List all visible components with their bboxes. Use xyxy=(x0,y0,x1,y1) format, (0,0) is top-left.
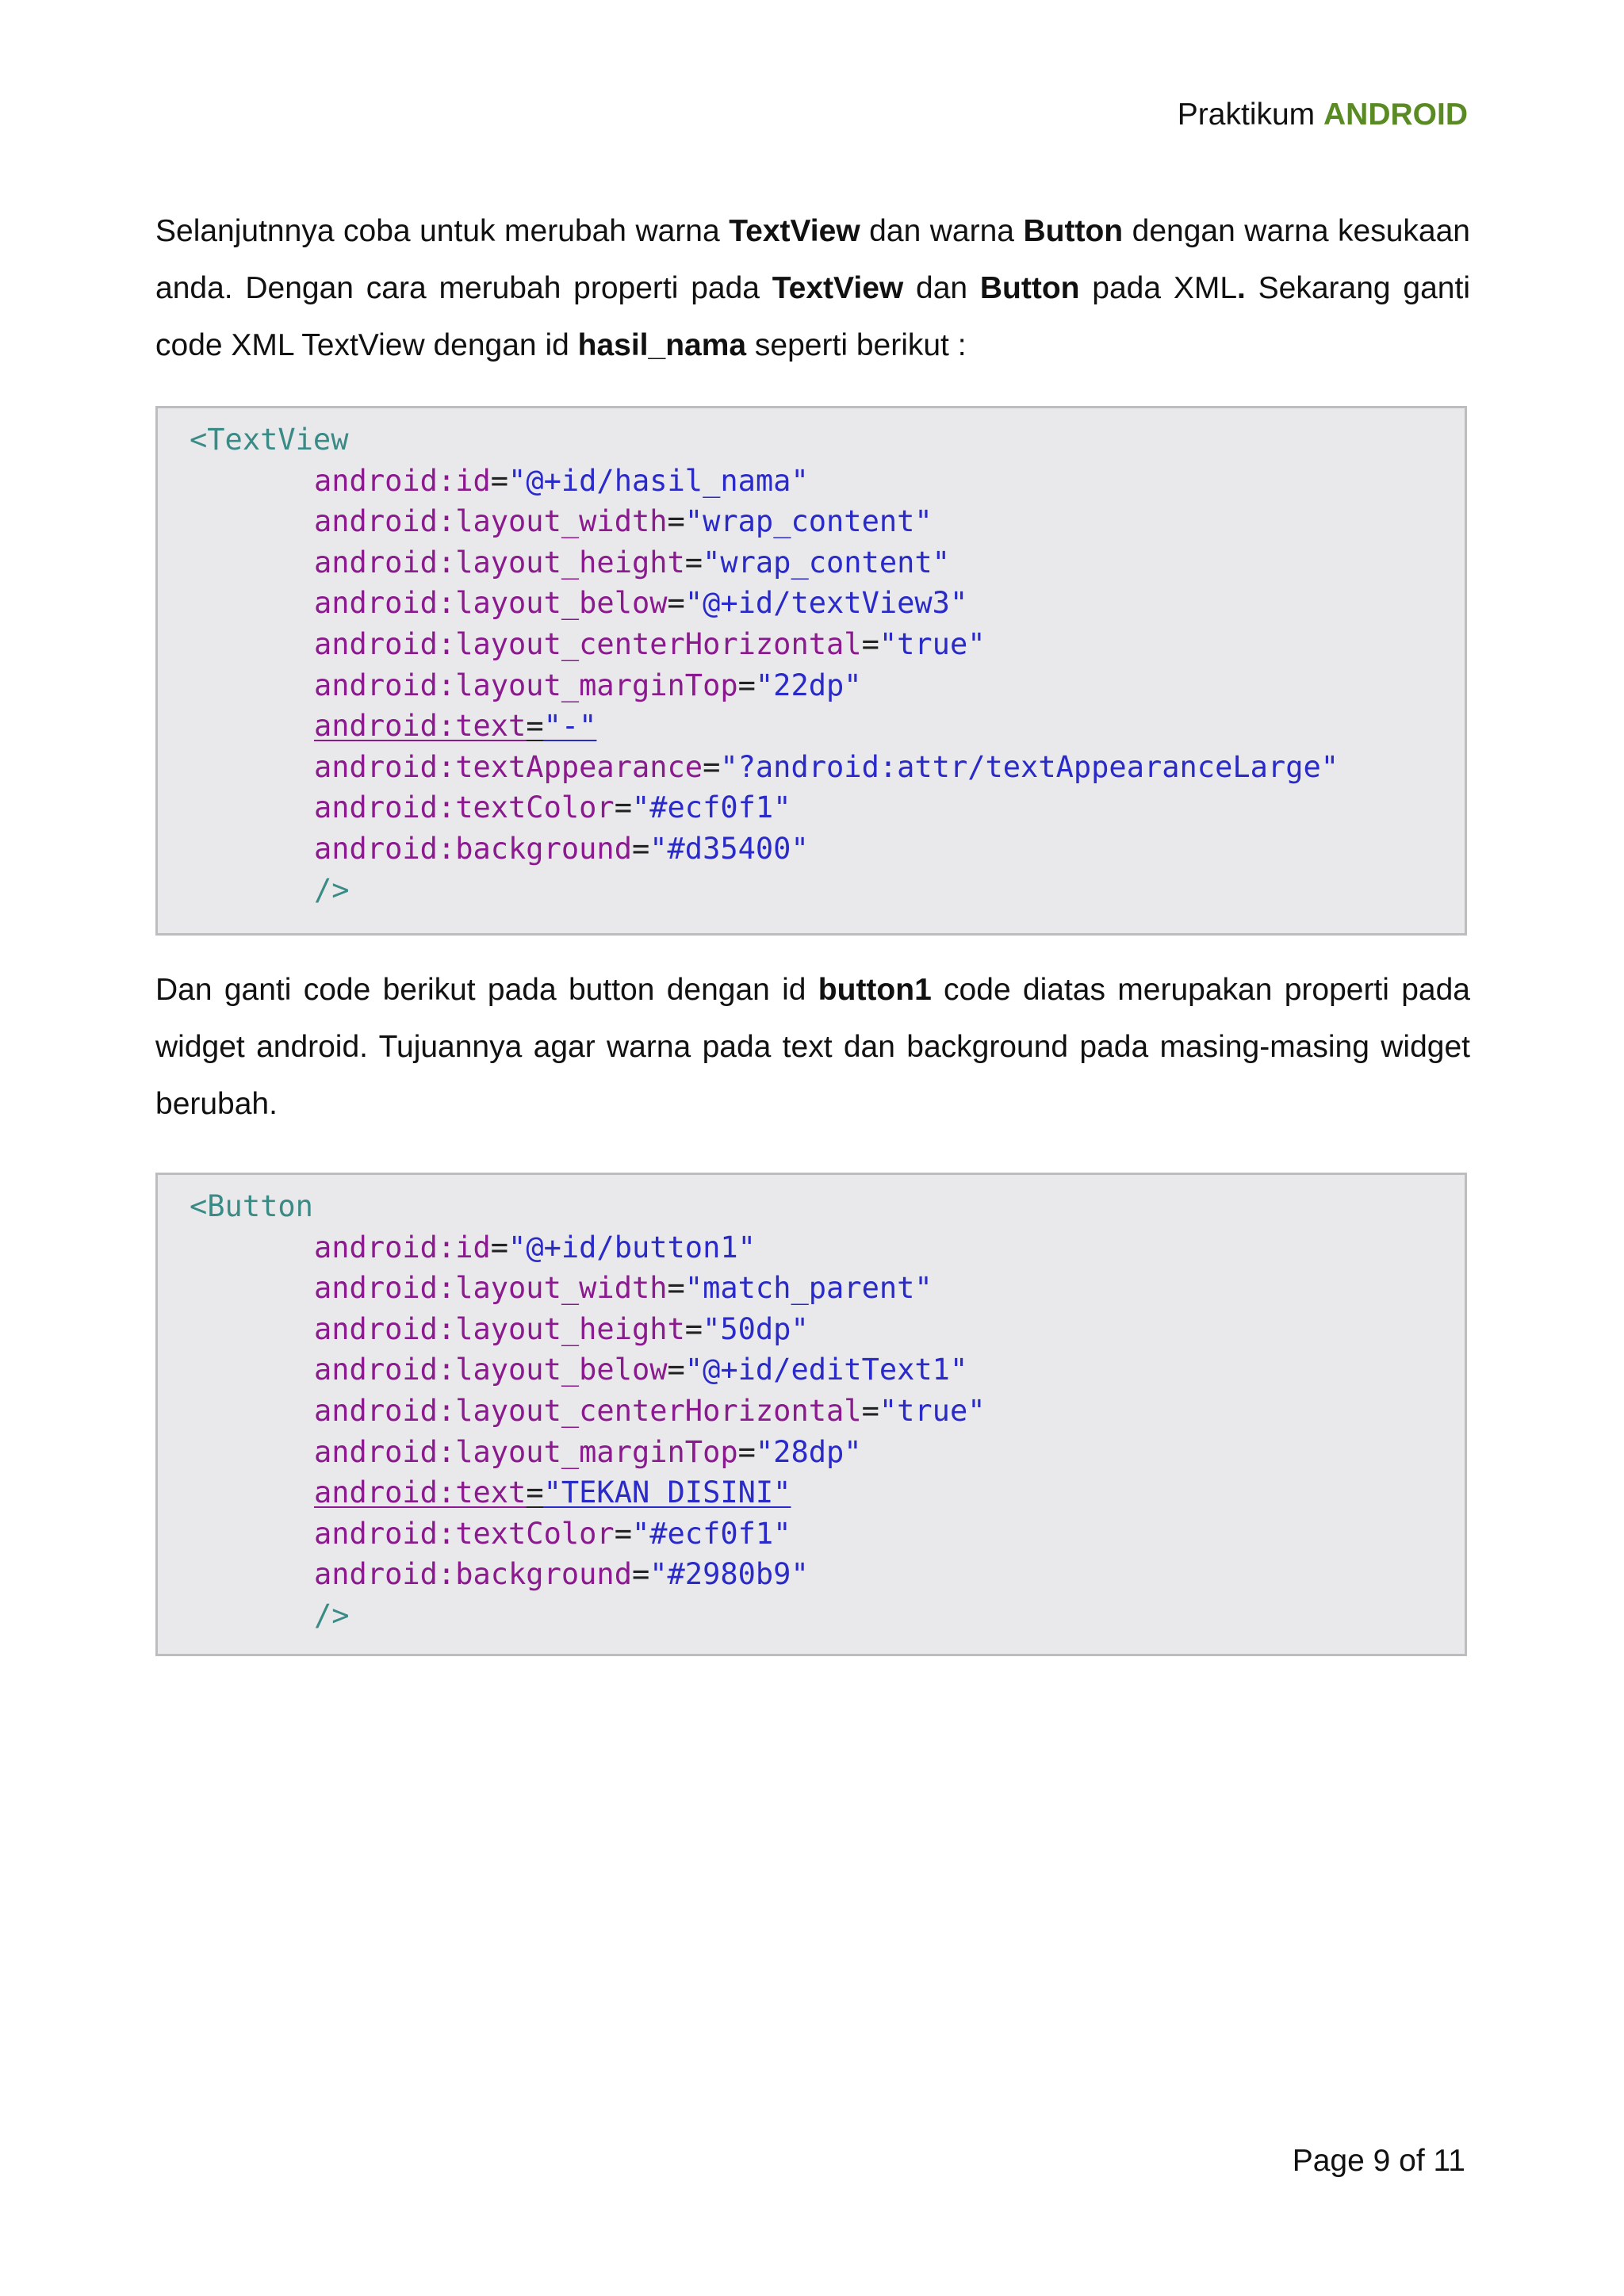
code-attr: android:text xyxy=(314,709,527,744)
bold-term: Button xyxy=(1023,214,1124,248)
code-line: android:layout_height="wrap_content" xyxy=(314,545,950,580)
code-line: android:textColor="#ecf0f1" xyxy=(314,790,791,825)
bold-term: TextView xyxy=(729,214,860,248)
text-run: Dan ganti code berikut pada button dengan id xyxy=(155,973,818,1007)
code-value: "?android:attr/textAppearanceLarge" xyxy=(720,749,1339,784)
code-value: "22dp" xyxy=(755,668,862,702)
code-line: android:text="-" xyxy=(314,709,597,744)
code-close-tag: /> xyxy=(314,1598,350,1632)
code-line: android:background="#d35400" xyxy=(314,831,809,866)
code-line: android:background="#2980b9" xyxy=(314,1557,809,1592)
code-value: "#2980b9" xyxy=(649,1557,809,1592)
text-run: Selanjutnnya coba untuk merubah warna xyxy=(155,214,730,248)
code-attr: android:layout_marginTop xyxy=(314,1434,738,1469)
code-value: "true" xyxy=(879,1393,986,1428)
page-number: Page 9 of 11 xyxy=(1292,2144,1465,2178)
code-open-tag: <TextView xyxy=(190,423,349,457)
code-line: android:layout_width="wrap_content" xyxy=(314,504,933,539)
code-attr: android:textColor xyxy=(314,790,615,825)
code-line: android:id="@+id/button1" xyxy=(314,1230,756,1265)
code-value: "-" xyxy=(543,709,597,744)
code-value: "wrap_content" xyxy=(703,545,950,580)
code-attr: android:layout_width xyxy=(314,1271,668,1306)
code-attr: android:layout_centerHorizontal xyxy=(314,626,862,661)
code-open-tag: <Button xyxy=(190,1189,313,1223)
code-value: "@+id/textView3" xyxy=(684,586,968,621)
code-line: android:layout_width="match_parent" xyxy=(314,1271,933,1306)
code-line: android:layout_below="@+id/textView3" xyxy=(314,586,968,621)
text-run: Sekarang ganti code XML TextView dengan id xyxy=(155,271,1470,362)
code-line: android:layout_centerHorizontal="true" xyxy=(314,1393,986,1428)
code-line: android:layout_below="@+id/editText1" xyxy=(314,1353,968,1387)
code-value: "@+id/hasil_nama" xyxy=(508,463,809,498)
button-paragraph xyxy=(155,962,1470,1133)
text-run: dengan warna kesukaan anda. Dengan cara merubah properti pada xyxy=(155,214,1470,305)
code-value: "match_parent" xyxy=(684,1271,933,1306)
code-attr: android:text xyxy=(314,1475,527,1510)
bold-term: Button xyxy=(979,271,1080,305)
code-line: android:text="TEKAN DISINI" xyxy=(314,1475,791,1510)
code-value: "50dp" xyxy=(703,1311,809,1346)
code-value: "#ecf0f1" xyxy=(631,790,791,825)
code-value: "@+id/editText1" xyxy=(684,1353,968,1387)
code-line: android:id="@+id/hasil_nama" xyxy=(314,463,809,498)
textview-code-block xyxy=(155,406,1467,936)
page-header xyxy=(1178,95,1468,135)
text-run: pada XML xyxy=(1079,271,1238,305)
code-attr: android:layout_below xyxy=(314,1353,668,1387)
code-value: "true" xyxy=(879,626,986,661)
text-run: code diatas merupakan properti pada widget android. Tujuannya agar warna pada text dan background pada masing-masing widget berubah. xyxy=(155,973,1470,1121)
intro-paragraph xyxy=(155,203,1470,374)
code-line: android:layout_marginTop="22dp" xyxy=(314,668,862,702)
code-value: "TEKAN DISINI" xyxy=(543,1475,791,1510)
code-attr: android:layout_width xyxy=(314,504,668,539)
header-prefix: Praktikum xyxy=(1177,98,1323,132)
code-value: "@+id/button1" xyxy=(508,1230,756,1265)
bold-term: button1 xyxy=(818,973,932,1007)
code-attr: android:background xyxy=(314,831,632,866)
code-line: android:textColor="#ecf0f1" xyxy=(314,1516,791,1551)
code-line: android:layout_marginTop="28dp" xyxy=(314,1434,862,1469)
code-line: android:layout_height="50dp" xyxy=(314,1311,809,1346)
code-close-tag: /> xyxy=(314,872,350,907)
button-code-block xyxy=(155,1173,1467,1656)
bold-term: . xyxy=(1237,271,1246,305)
code-attr: android:textColor xyxy=(314,1516,615,1551)
code-attr: android:id xyxy=(314,463,491,498)
code-attr: android:background xyxy=(314,1557,632,1592)
code-attr: android:textAppearance xyxy=(314,749,703,784)
code-attr: android:layout_height xyxy=(314,1311,685,1346)
code-attr: android:layout_height xyxy=(314,545,685,580)
bold-term: hasil_nama xyxy=(577,328,747,362)
code-value: "#ecf0f1" xyxy=(631,1516,791,1551)
code-value: "#d35400" xyxy=(649,831,809,866)
bold-term: TextView xyxy=(772,271,904,305)
text-run: dan xyxy=(903,271,980,305)
code-attr: android:layout_below xyxy=(314,586,668,621)
code-value: "28dp" xyxy=(755,1434,862,1469)
code-attr: android:layout_centerHorizontal xyxy=(314,1393,862,1428)
text-run: seperti berikut : xyxy=(746,328,967,362)
code-attr: android:id xyxy=(314,1230,491,1265)
text-run: dan warna xyxy=(860,214,1024,248)
code-attr: android:layout_marginTop xyxy=(314,668,738,702)
header-brand: ANDROID xyxy=(1323,98,1468,132)
code-line: android:layout_centerHorizontal="true" xyxy=(314,626,986,661)
code-value: "wrap_content" xyxy=(684,504,933,539)
code-line: android:textAppearance="?android:attr/textAppearanceLarge" xyxy=(314,749,1339,784)
